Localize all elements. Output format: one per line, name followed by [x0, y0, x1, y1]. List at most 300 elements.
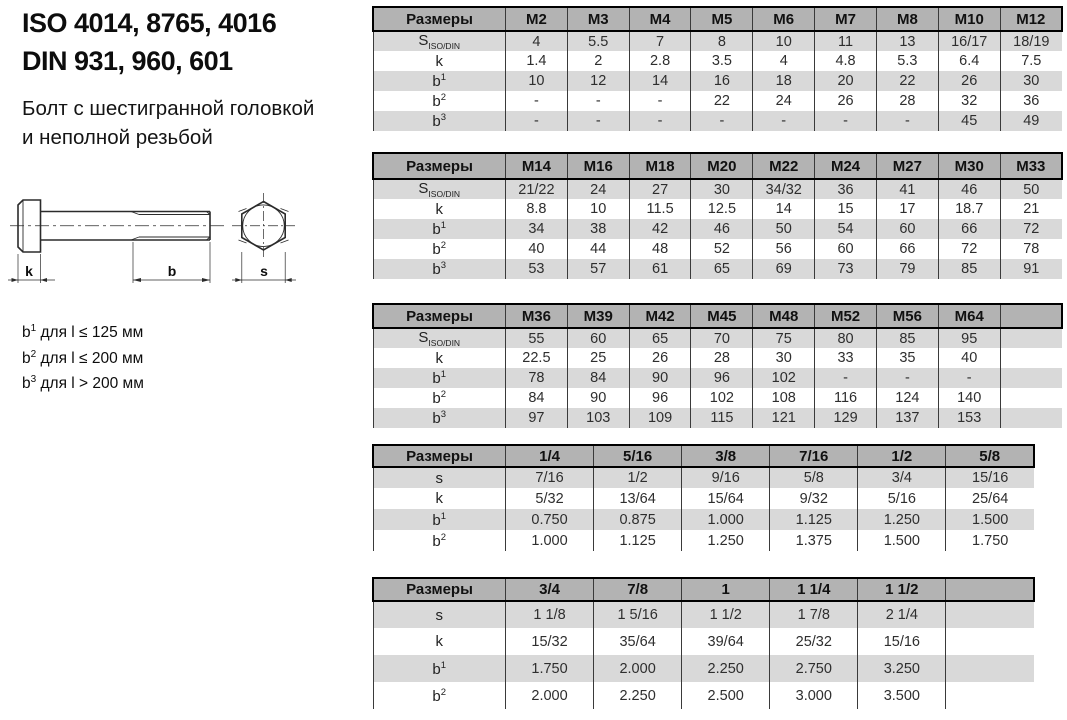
value-cell: 8.8 — [506, 199, 568, 219]
footnote-b1-text: для l ≤ 125 мм — [36, 324, 144, 342]
column-header: M16 — [567, 153, 629, 179]
footnote-b1-superscript: 1 — [30, 323, 37, 334]
value-cell: 79 — [876, 259, 938, 279]
table-row — [373, 199, 1062, 219]
value-cell: 1.750 — [946, 530, 1034, 551]
row-label-base: b — [432, 532, 441, 550]
value-cell: 36 — [1000, 91, 1062, 111]
value-cell: 3.250 — [858, 655, 946, 682]
column-header: M36 — [506, 304, 568, 328]
row-label — [373, 388, 506, 408]
value-cell: 2.750 — [770, 655, 858, 682]
column-header: 1/4 — [506, 445, 594, 467]
table-row — [373, 328, 1062, 348]
value-cell: 28 — [876, 91, 938, 111]
value-cell: 1.250 — [858, 509, 946, 530]
row-label-base: k — [435, 52, 443, 70]
value-cell: 27 — [629, 179, 691, 199]
row-label — [373, 259, 506, 279]
value-cell: 10 — [753, 31, 815, 51]
value-cell — [1000, 328, 1062, 348]
footnote-b3-superscript: 3 — [30, 374, 37, 386]
footnote-b2-text: для l ≤ 200 мм — [36, 349, 144, 367]
value-cell: - — [876, 111, 938, 131]
row-label — [373, 179, 506, 199]
row-label-subscript: ISO/DIN — [428, 189, 461, 199]
value-cell: 96 — [629, 388, 691, 408]
footnote-b1-symbol: b — [22, 324, 31, 342]
value-cell: 5.3 — [876, 51, 938, 71]
row-label — [373, 655, 506, 682]
column-header: M56 — [876, 304, 938, 328]
value-cell: 15/64 — [682, 488, 770, 509]
table-body — [373, 31, 1062, 131]
value-cell: 30 — [753, 348, 815, 368]
row-label-base: b — [432, 261, 441, 278]
value-cell: 41 — [876, 179, 938, 199]
value-cell: 2.000 — [506, 682, 594, 709]
value-cell: 4.8 — [815, 51, 877, 71]
dimension-label-b: b — [167, 263, 177, 279]
table-header-row — [373, 153, 1062, 179]
value-cell: 1.125 — [594, 530, 682, 551]
table-row — [373, 51, 1062, 71]
value-cell: 26 — [938, 71, 1000, 91]
value-cell: 108 — [753, 388, 815, 408]
row-label — [373, 31, 506, 51]
row-label-base: b — [432, 73, 441, 90]
value-cell: 2.250 — [594, 682, 682, 709]
row-label-superscript: 1 — [440, 659, 447, 671]
value-cell: 18 — [753, 71, 815, 91]
dimension-label-s: s — [260, 263, 268, 279]
table-row — [373, 467, 1034, 488]
page-title-iso: ISO 4014, 8765, 4016 — [22, 8, 277, 38]
value-cell: 25 — [567, 348, 629, 368]
value-cell: 5/16 — [858, 488, 946, 509]
table-row — [373, 628, 1034, 655]
column-header: 1 1/2 — [858, 578, 946, 601]
value-cell: 44 — [567, 239, 629, 259]
value-cell: 48 — [629, 239, 691, 259]
column-header: M10 — [938, 7, 1000, 31]
value-cell: 30 — [691, 179, 753, 199]
value-cell — [1000, 348, 1062, 368]
value-cell: 140 — [938, 388, 1000, 408]
table-row — [373, 348, 1062, 368]
value-cell: 46 — [938, 179, 1000, 199]
row-label — [373, 628, 506, 655]
value-cell: - — [567, 111, 629, 131]
value-cell: 13/64 — [594, 488, 682, 509]
row-label-base: b — [432, 511, 441, 529]
row-label-base: b — [432, 687, 441, 705]
row-label-base: b — [432, 390, 441, 407]
page-title-din: DIN 931, 960, 601 — [22, 46, 233, 76]
value-cell: 35 — [876, 348, 938, 368]
value-cell: 72 — [938, 239, 1000, 259]
value-cell: - — [506, 111, 568, 131]
table-row — [373, 179, 1062, 199]
value-cell: 129 — [815, 408, 877, 428]
value-cell: 34/32 — [753, 179, 815, 199]
value-cell: 7 — [629, 31, 691, 51]
table-body — [373, 328, 1062, 428]
footnote-b2 — [22, 344, 144, 370]
row-label-base: b — [432, 370, 441, 387]
value-cell: 102 — [691, 388, 753, 408]
column-header: M14 — [506, 153, 568, 179]
value-cell: 42 — [629, 219, 691, 239]
row-label-base: b — [432, 113, 441, 130]
value-cell: 116 — [815, 388, 877, 408]
table-row — [373, 259, 1062, 279]
value-cell: 20 — [815, 71, 877, 91]
row-label-base: b — [432, 410, 441, 427]
value-cell — [1000, 408, 1062, 428]
value-cell: - — [629, 111, 691, 131]
value-cell: 8 — [691, 31, 753, 51]
value-cell: 65 — [691, 259, 753, 279]
value-cell: 90 — [629, 368, 691, 388]
table-metric-m36-m64 — [372, 303, 1063, 428]
column-header: M4 — [629, 7, 691, 31]
row-label-base: k — [435, 490, 443, 507]
value-cell: 50 — [1000, 179, 1062, 199]
value-cell: 24 — [753, 91, 815, 111]
column-header: 7/8 — [594, 578, 682, 601]
page-subtitle — [22, 94, 314, 152]
value-cell: 1.000 — [682, 509, 770, 530]
table-header-row — [373, 304, 1062, 328]
value-cell: 14 — [753, 199, 815, 219]
value-cell: 124 — [876, 388, 938, 408]
footnotes — [22, 318, 144, 395]
value-cell: 4 — [753, 51, 815, 71]
value-cell: 26 — [815, 91, 877, 111]
table-head — [373, 7, 1062, 31]
value-cell: 1 1/8 — [506, 601, 594, 628]
value-cell: 73 — [815, 259, 877, 279]
value-cell: 1.000 — [506, 530, 594, 551]
row-label-superscript: 2 — [440, 389, 447, 400]
value-cell — [1000, 388, 1062, 408]
row-label-superscript: 1 — [440, 72, 447, 83]
value-cell: 102 — [753, 368, 815, 388]
value-cell: 35/64 — [594, 628, 682, 655]
value-cell: 15/16 — [858, 628, 946, 655]
row-label — [373, 199, 506, 219]
column-header: 1 1/4 — [770, 578, 858, 601]
value-cell: 84 — [567, 368, 629, 388]
value-cell: - — [815, 368, 877, 388]
value-cell: 22 — [876, 71, 938, 91]
value-cell: 3.5 — [691, 51, 753, 71]
value-cell: 96 — [691, 368, 753, 388]
table-row — [373, 31, 1062, 51]
column-header: M27 — [876, 153, 938, 179]
row-label — [373, 348, 506, 368]
column-header: M52 — [815, 304, 877, 328]
row-label-superscript: 3 — [440, 409, 447, 420]
value-cell — [946, 601, 1034, 628]
row-label-superscript: 3 — [440, 260, 447, 271]
value-cell: - — [753, 111, 815, 131]
row-label — [373, 71, 506, 91]
row-label — [373, 239, 506, 259]
value-cell: - — [691, 111, 753, 131]
footnote-b2-symbol: b — [22, 349, 31, 367]
value-cell: 66 — [876, 239, 938, 259]
column-header: 1 — [682, 578, 770, 601]
column-header: M48 — [753, 304, 815, 328]
value-cell: 84 — [506, 388, 568, 408]
value-cell: 15 — [815, 199, 877, 219]
row-label-base: b — [432, 221, 441, 238]
value-cell: 91 — [1000, 259, 1062, 279]
value-cell: 115 — [691, 408, 753, 428]
row-label — [373, 219, 506, 239]
value-cell — [1000, 368, 1062, 388]
column-header: 3/4 — [506, 578, 594, 601]
column-header: M3 — [567, 7, 629, 31]
value-cell: 103 — [567, 408, 629, 428]
value-cell: - — [506, 91, 568, 111]
row-label-base: s — [435, 469, 443, 487]
value-cell: 1.4 — [506, 51, 568, 71]
size-column-header: Размеры — [373, 153, 506, 179]
column-header: 1/2 — [858, 445, 946, 467]
value-cell: 14 — [629, 71, 691, 91]
size-column-header: Размеры — [373, 445, 506, 467]
value-cell: 18/19 — [1000, 31, 1062, 51]
value-cell: 72 — [1000, 219, 1062, 239]
table-row — [373, 91, 1062, 111]
value-cell: 2.500 — [682, 682, 770, 709]
value-cell: 7/16 — [506, 467, 594, 488]
row-label — [373, 111, 506, 131]
value-cell: 109 — [629, 408, 691, 428]
row-label-subscript: ISO/DIN — [428, 338, 461, 348]
value-cell: 36 — [815, 179, 877, 199]
value-cell: 60 — [567, 328, 629, 348]
value-cell: 10 — [506, 71, 568, 91]
table-body — [373, 467, 1034, 551]
value-cell: 97 — [506, 408, 568, 428]
row-label-base: k — [435, 349, 443, 367]
value-cell: 40 — [506, 239, 568, 259]
row-label-superscript: 2 — [440, 240, 447, 251]
row-label — [373, 682, 506, 709]
row-label — [373, 328, 506, 348]
value-cell: 90 — [567, 388, 629, 408]
value-cell: - — [629, 91, 691, 111]
value-cell: 21 — [1000, 199, 1062, 219]
value-cell: 1.250 — [682, 530, 770, 551]
value-cell: 22 — [691, 91, 753, 111]
table-head — [373, 304, 1062, 328]
value-cell: 2.8 — [629, 51, 691, 71]
title-block — [22, 4, 276, 80]
value-cell: 21/22 — [506, 179, 568, 199]
size-column-header: Размеры — [373, 578, 506, 601]
table-row — [373, 509, 1034, 530]
row-label — [373, 51, 506, 71]
table-row — [373, 601, 1034, 628]
value-cell: 25/32 — [770, 628, 858, 655]
table-row — [373, 655, 1034, 682]
footnote-b3-symbol: b — [22, 375, 31, 393]
table-header-row — [373, 445, 1034, 467]
value-cell: 15/32 — [506, 628, 594, 655]
value-cell: - — [815, 111, 877, 131]
value-cell — [946, 682, 1034, 709]
column-header: M24 — [815, 153, 877, 179]
column-header — [946, 578, 1034, 601]
value-cell: 1/2 — [594, 467, 682, 488]
value-cell: 61 — [629, 259, 691, 279]
value-cell: 153 — [938, 408, 1000, 428]
footnote-b3-text: для l > 200 мм — [36, 375, 144, 393]
value-cell: 70 — [691, 328, 753, 348]
column-header: M18 — [629, 153, 691, 179]
value-cell: 95 — [938, 328, 1000, 348]
column-header: M8 — [876, 7, 938, 31]
column-header: M39 — [567, 304, 629, 328]
hex-bolt-drawing — [8, 185, 338, 315]
value-cell: 1 1/2 — [682, 601, 770, 628]
row-label-base: k — [435, 633, 443, 650]
value-cell: 32 — [938, 91, 1000, 111]
table-header-row — [373, 578, 1034, 601]
column-header: M64 — [938, 304, 1000, 328]
value-cell: 1.375 — [770, 530, 858, 551]
row-label-superscript: 3 — [440, 112, 447, 123]
column-header: M6 — [753, 7, 815, 31]
value-cell: 7.5 — [1000, 51, 1062, 71]
value-cell: 4 — [506, 31, 568, 51]
row-label-superscript: 2 — [440, 686, 447, 698]
column-header: 5/8 — [946, 445, 1034, 467]
value-cell: 40 — [938, 348, 1000, 368]
value-cell: 57 — [567, 259, 629, 279]
size-column-header: Размеры — [373, 7, 506, 31]
row-label-base: b — [432, 660, 441, 678]
value-cell: 2.250 — [682, 655, 770, 682]
footnote-b1 — [22, 318, 144, 344]
value-cell: 2 1/4 — [858, 601, 946, 628]
value-cell: 78 — [506, 368, 568, 388]
value-cell: 66 — [938, 219, 1000, 239]
row-label-superscript: 1 — [440, 369, 447, 380]
column-header: M22 — [753, 153, 815, 179]
value-cell: 12 — [567, 71, 629, 91]
table-metric-m2-m12 — [372, 6, 1063, 131]
row-label — [373, 488, 506, 509]
row-label — [373, 509, 506, 530]
column-header: M33 — [1000, 153, 1062, 179]
row-label-base: b — [432, 241, 441, 258]
value-cell: 11 — [815, 31, 877, 51]
column-header: 7/16 — [770, 445, 858, 467]
value-cell: 6.4 — [938, 51, 1000, 71]
value-cell: 13 — [876, 31, 938, 51]
value-cell: 60 — [815, 239, 877, 259]
column-header: M5 — [691, 7, 753, 31]
value-cell: - — [876, 368, 938, 388]
row-label-base: S — [418, 329, 429, 346]
value-cell: 78 — [1000, 239, 1062, 259]
row-label-superscript: 2 — [440, 531, 447, 543]
value-cell: 53 — [506, 259, 568, 279]
row-label-superscript: 1 — [440, 220, 447, 231]
value-cell: 30 — [1000, 71, 1062, 91]
subtitle-line-2: и неполной резьбой — [22, 126, 213, 149]
row-label-base: S — [418, 32, 429, 49]
row-label-subscript: ISO/DIN — [428, 41, 461, 51]
table-head — [373, 578, 1034, 601]
value-cell: 39/64 — [682, 628, 770, 655]
value-cell: 75 — [753, 328, 815, 348]
table-row — [373, 530, 1034, 551]
value-cell: 5/8 — [770, 467, 858, 488]
table-row — [373, 219, 1062, 239]
value-cell: 137 — [876, 408, 938, 428]
value-cell: 121 — [753, 408, 815, 428]
value-cell: 12.5 — [691, 199, 753, 219]
table-imperial-quarter-to-5-8 — [372, 444, 1035, 551]
table-head — [373, 445, 1034, 467]
value-cell: 1 5/16 — [594, 601, 682, 628]
row-label-base: b — [432, 93, 441, 110]
value-cell: 38 — [567, 219, 629, 239]
value-cell: 1.750 — [506, 655, 594, 682]
value-cell: 0.750 — [506, 509, 594, 530]
table-row — [373, 368, 1062, 388]
table-row — [373, 682, 1034, 709]
value-cell: 5/32 — [506, 488, 594, 509]
table-row — [373, 111, 1062, 131]
row-label — [373, 368, 506, 388]
value-cell: 49 — [1000, 111, 1062, 131]
value-cell: 45 — [938, 111, 1000, 131]
value-cell: 56 — [753, 239, 815, 259]
value-cell: 1.500 — [946, 509, 1034, 530]
value-cell: 85 — [876, 328, 938, 348]
value-cell: 24 — [567, 179, 629, 199]
value-cell: 34 — [506, 219, 568, 239]
value-cell: 1.125 — [770, 509, 858, 530]
value-cell: 33 — [815, 348, 877, 368]
value-cell: 54 — [815, 219, 877, 239]
column-header: M2 — [506, 7, 568, 31]
footnote-b3 — [22, 369, 144, 395]
value-cell: 1.500 — [858, 530, 946, 551]
column-header: M45 — [691, 304, 753, 328]
value-cell: 3/4 — [858, 467, 946, 488]
value-cell: 65 — [629, 328, 691, 348]
value-cell: 15/16 — [946, 467, 1034, 488]
value-cell: 28 — [691, 348, 753, 368]
value-cell: 2.000 — [594, 655, 682, 682]
row-label — [373, 91, 506, 111]
value-cell: 22.5 — [506, 348, 568, 368]
table-body — [373, 601, 1034, 709]
table-head — [373, 153, 1062, 179]
value-cell — [946, 628, 1034, 655]
table-body — [373, 179, 1062, 279]
value-cell: 1 7/8 — [770, 601, 858, 628]
